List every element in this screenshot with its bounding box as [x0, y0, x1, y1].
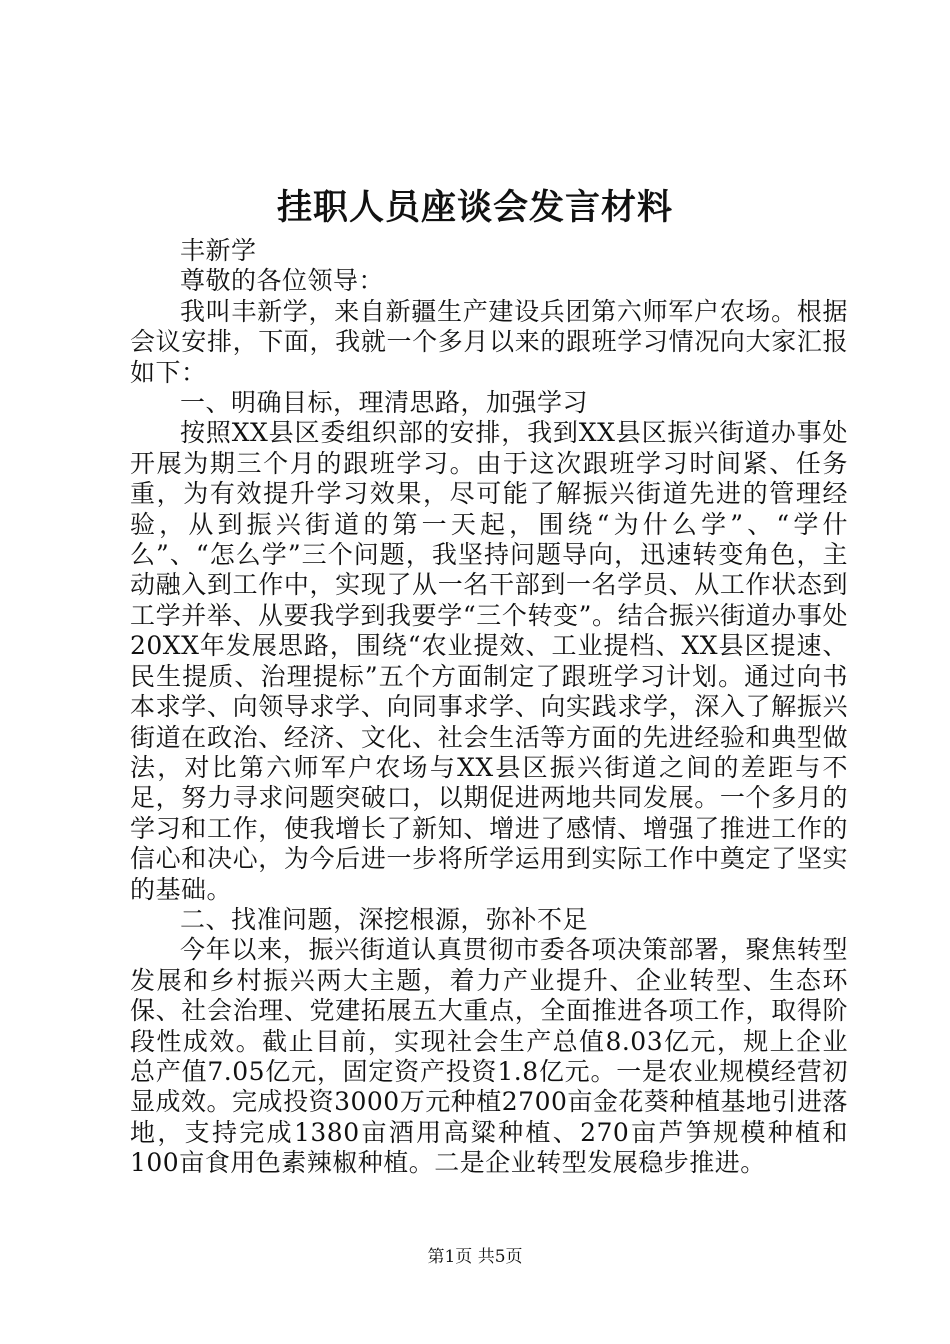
section-2-paragraph: 今年以来，振兴街道认真贯彻市委各项决策部署，聚焦转型发展和乡村振兴两大主题，着力产业提升、企业转型、生态环保、社会治理、党建拓展五大重点，全面推进各项工作，取得阶段性成效。截止目前，实现社会生产总值8.03亿元，规上企业总产值7.05亿元，固定资产投资1.8亿元。一是农业规模经营初显成效。完成投资3000万元种植2700亩金花葵种植基地引进落地，支持完成1380亩酒用高粱种植、270亩芦笋规模种植和100亩食用色素辣椒种植。二是企业转型发展稳步推进。	[130, 935, 848, 1178]
document-title: 挂职人员座谈会发言材料	[276, 187, 673, 228]
author-name: 丰新学	[180, 236, 257, 265]
intro-paragraph: 我叫丰新学，来自新疆生产建设兵团第六师军户农场。根据会议安排，下面，我就一个多月以来的跟班学习情况向大家汇报如下：	[130, 296, 848, 387]
section-1-paragraph: 按照XX县区委组织部的安排，我到XX县区振兴街道办事处开展为期三个月的跟班学习。由于这次跟班学习时间紧、任务重，为有效提升学习效果，尽可能了解振兴街道先进的管理经验，从到振兴街道的第一天起，围绕“为什么学”、“学什么”、“怎么学”三个问题，我坚持问题导向，迅速转变角色，主动融入到工作中，实现了从一名干部到一名学员、从工作状态到工学并举、从要我学到我要学“三个转变”。结合振兴街道办事处20XX年发展思路，围绕“农业提效、工业提档、XX县区提速、民生提质、治理提标”五个方面制定了跟班学习计划。通过向书本求学、向领导求学、向同事求学、向实践求学，深入了解振兴街道在政治、经济、文化、社会生活等方面的先进经验和典型做法，对比第六师军户农场与XX县区振兴街道之间的差距与不足，努力寻求问题突破口，以期促进两地共同发展。一个多月的学习和工作，使我增长了新知、增进了感情、增强了推进工作的信心和决心，为今后进一步将所学运用到实际工作中奠定了坚实的基础。	[130, 418, 848, 904]
page-footer: 第1页 共5页	[427, 1247, 523, 1267]
salutation: 尊敬的各位领导：	[180, 266, 385, 296]
section-heading-2: 二、找准问题，深挖根源，弥补不足	[180, 904, 589, 934]
section-heading-1: 一、明确目标，理清思路，加强学习	[180, 388, 589, 418]
document-body	[130, 236, 848, 1179]
